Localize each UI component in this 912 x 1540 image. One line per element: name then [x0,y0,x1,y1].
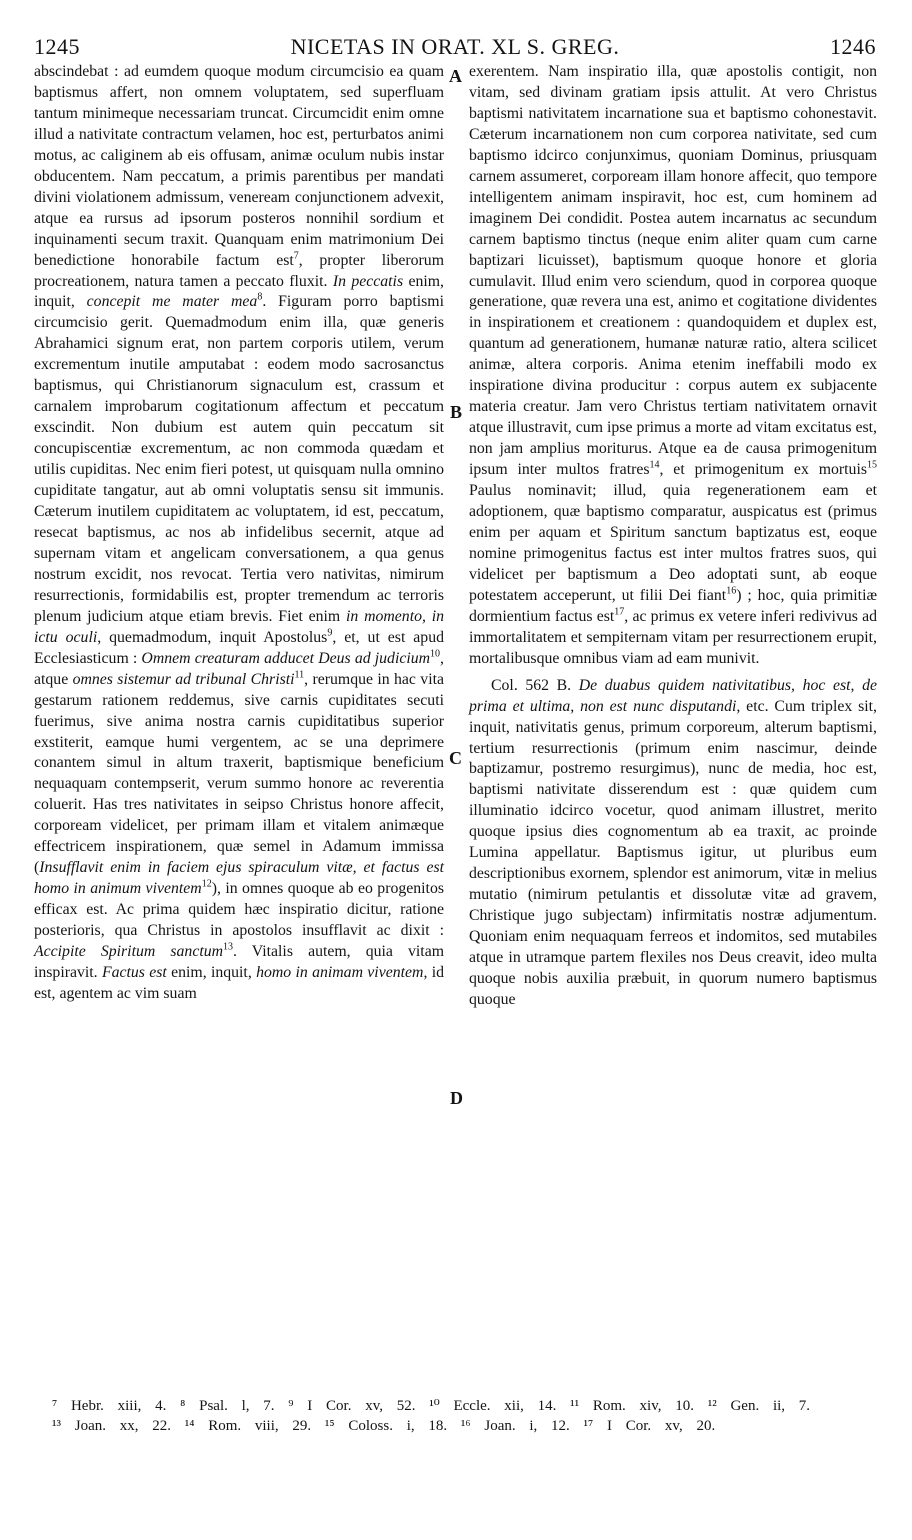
footnote-ref: 9 [327,627,333,639]
right-paragraph-2: Col. 562 B. De duabus quidem nativitatibus, hoc est, de prima et ultima, non est nunc disputandi, etc. Cum triplex sit, inquit, nativitatis genus, primum corporeum, alterum baptismi, tertium resurrectionis (primum enim nascimur, deinde baptizamur, postremo resurgimus), nunc de media, hoc est, baptismi nativitate disserendum est : quæ quidem cum illuminatio idcirco vocetur, quod animam illustret, merito quoque ipsius dies cognomentum ab ea traxit, ac proinde Lumina appellatur. Baptismus igitur, ut pluribus eum descriptionibus exornem, splendor est animorum, vitæ in melius mutatio (nimirum petulantis et dissolutæ vitæ ad gravem, Christique jugo subjectam) infirmitatis nostræ adjumentum. Quoniam enim nequaquam ferreos et indomitos, sed mutabiles atque in utramque partem flexiles nos Deus creavit, ideo multa quoque nobis auxilia præbuit, in quorum numero baptismus quoque [469,676,877,1008]
footnote-line-1: ⁷ Hebr. xiii, 4. ⁸ Psal. l, 7. ⁹ I Cor. xv, 52. ¹⁰ Eccle. xii, 14. ¹¹ Rom. xiv, 10. ¹² Gen. ii, 7. [52,1398,811,1414]
footnote-line-2: ¹³ Joan. xx, 22. ¹⁴ Rom. viii, 29. ¹⁵ Coloss. i, 18. ¹⁶ Joan. i, 12. ¹⁷ I Cor. xv, 20. [52,1418,716,1434]
left-column [34,62,444,1005]
footnote-ref: 16 [726,585,737,597]
margin-marker-c: C [449,748,462,768]
footnote-ref: 11 [294,669,305,681]
page-number-right: 1246 [830,34,876,59]
right-column [469,62,877,1011]
right-paragraph-1: exerentem. Nam inspiratio illa, quæ apostolis contigit, non vitam, sed divinam gratiam ipsis attulit. At vero Christus baptismi nativitatem incarnatione sua et baptismo cohonestavit. Cæterum incarnationem non cum corporea nativitate, sed cum baptismo idcirco conjunximus, quoniam Dominus, priusquam carnem assumeret, corpoream illam honore affecit, quo tempore intelligentem animam inspiravit, hoc est, cum hominem ad imaginem Dei condidit. Postea autem incarnatus ac secundum carnem baptismo tinctus (neque enim aliter quam cum carne baptizari licuisset), baptismum quoque honore et gloria cumulavit. Illud enim vero sciendum, quod in corporea quoque generatione, quæ revera una est, animo et cogitatione dividentes in inspirationem et creationem : quandoquidem et duplex est, quantum ad generationem, humanæ naturæ ratio, altera scilicet animæ, altera corporis. Anima etenim ineffabili modo ex inspiratione divina producitur : corpus autem ex subjacente materia creatur. Jam vero Christus tertiam nativitatem ornavit atque illustravit, cum ipse primus a morte ad vitam excitatus est, non jam amplius moriturus. Atque ea de causa primogenitum ipsum inter multos fratres$^{14}$, et primogenitum ex mortuis$^{15}$ Paulus nominavit; illud, quia regenerationem eam et adoptionem, quæ baptismo comparatur, auspicatus est (primus enim per aquam et Spiritum sanctum baptizatus est, eoque nomine primogenitus factus est inter multos fratres suos, qui videlicet per baptismum a Deo adoptati sunt, ab eoque potestatem acceperunt, ut filii Dei fiant$^{16}$) ; hoc, quia primitiæ dormientium factus est$^{17}$, ac primus ex vetere inferi redivivus ad immortalitatem et sempiternam vitam per resurrectionem erupit, mortalibusque omnibus viam ad eam munivit. [469,63,877,667]
margin-marker-b: B [450,402,463,422]
left-paragraph: abscindebat : ad eumdem quoque modum circumcisio ea quam baptismus affert, non omnem voluptatem, sed superfluam tantum minimeque necessariam truncat. Circumcidit enim omne illud a nativitate contractum velamen, hoc est, perturbatos animi motus, ac caliginem ab eis offusam, animæ oculum nubis instar obducentem. Nam peccatum, a primis parentibus per mandati divini violationem admissum, veneream conjunctionem advexit, atque ea rursus ad ipsorum posteros nonnihil sordium et inquinamenti secum traxit. Quanquam enim matrimonium Dei benedictione honorabile factum est$^7$, propter liberorum procreationem, natura tamen a peccato fluxit. In peccatis enim, inquit, concepit me mater mea$^8$. Figuram porro baptismi circumcisio gerit. Quemadmodum enim illa, quæ generis Abrahamici signum erat, non partem corporis utilem, verum excrementum inutile amputabat : eodem modo sacrosanctus baptismus, qui Christianorum signaculum est, crassum et carnalem improbarum cogitationum affectum et peccatum exscindit. Non dubium est autem quin peccatum sit concupiscentiæ excrementum, ac non commoda quædam et utilis cupiditas. Nec enim fieri potest, ut quisquam nulla omnino cupiditate tangatur, aut ab omni voluptatis sensu sit immunis. Cæterum inutilem cupiditatem ac voluptatem, id est, peccatum, resecat baptismus, ac nos ab infidelibus secernit, atque ad supernam vitam et angelicam conversationem, a qua genus nostrum excidit, nos revocat. Tertia vero nativitas, nimirum resurrectionis, formidabilis est, propter tremendum ac terroris plenum judicium atque etiam brevis. Fiet enim in momento, in ictu oculi, quemadmodum, inquit Apostolus$^9$, et, ut est apud Ecclesiasticum : Omnem creaturam adducet Deus ad judicium$^{10}$, atque omnes sistemur ad tribunal Christi$^{11}$, rerumque in hac vita gestarum rationem reddemus, sive carnis cupiditates secuti fuerimus, sive anima nostra carnis cupiditatibus superior exstiterit, eamque humi vergentem, ac se una deprimere conantem simul in altum traxerit, baptismique beneficium nequaquam contempserit, verum summo honore ac reverentia coluerit. Has tres nativitates in seipso Christus honore affecit, corpoream videlicet, per primam illam et vitalem animæque effectricem inspirationem, quæ semel in Adamum immissa (Insufflavit enim in faciem ejus spiraculum vitæ, et factus est homo in animum viventem$^{12}$), in omnes quoque ab eo progenitos efficax est. Ac prima quidem hæc inspiratio dicitur, ratione posterioris, qua Christus in apostolos insufflavit ac dixit : Accipite Spiritum sanctum$^{13}$. Vitalis autem, quia vitam inspiravit. Factus est enim, inquit, homo in animam viventem, id est, agentem ac vim suam [34,63,444,1002]
footnote-ref: 7 [293,250,299,262]
footnote-ref: 14 [649,459,660,471]
margin-marker-a: A [449,66,462,86]
running-title: NICETAS IN ORAT. XL S. GREG. [290,34,620,59]
footnote-ref: 13 [223,941,234,953]
margin-marker-d: D [450,1088,463,1108]
footnote-ref: 12 [201,878,212,890]
footnote-ref: 8 [257,292,263,304]
footnote-ref: 15 [866,459,877,471]
footnotes [52,1396,876,1436]
footnote-ref: 17 [614,606,625,618]
footnote-ref: 10 [430,648,441,660]
page-number-left: 1245 [34,34,80,59]
page-header [34,30,876,64]
